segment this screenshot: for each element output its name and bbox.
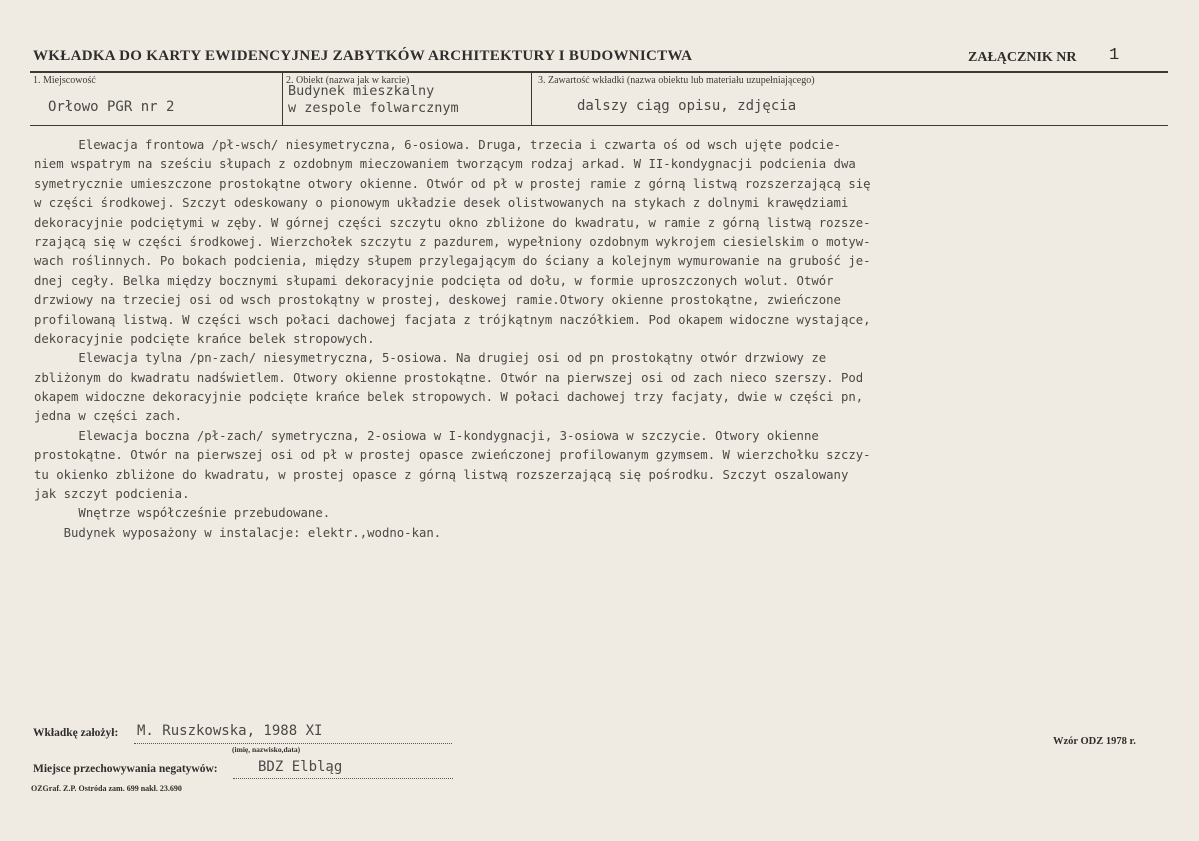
description-line: symetrycznie umieszczone prostokątne otwory okienne. Otwór od pł w prostej ramie z górną listwą rozszerzającą się — [34, 176, 871, 191]
description-line: w części środkowej. Szczyt odeskowany o pionowym układzie desek olistwowanych na stykach z dolnymi krawędziami — [34, 196, 849, 211]
field-divider — [531, 72, 532, 125]
description-line: zbliżonym do kwadratu nadświetlem. Otwory okienne prostokątne. Otwór na pierwszej osi od zach nieco szerszy. Pod — [34, 370, 864, 385]
header-rule — [30, 71, 1168, 73]
description-line: drzwiowy na trzeciej osi od wsch prostokątny w prostej, deskowej ramie.Otwory okienne prostokątne, zwieńczone — [34, 293, 841, 308]
created-by-dotline — [134, 743, 452, 744]
annex-number: 1 — [1109, 46, 1120, 65]
description-line: niem wspatrym na sześciu słupach z ozdobnym mieczowaniem tworzącym rodzaj arkad. W II-kondygnacji podcienia dwa — [34, 157, 856, 172]
created-by-value: M. Ruszkowska, 1988 XI — [137, 723, 323, 739]
created-by-label: Wkładkę założył: — [33, 727, 119, 739]
description-line: jak szczyt podcienia. — [34, 487, 190, 502]
fields-rule — [30, 125, 1168, 126]
place-label: 1. Miejscowość — [33, 75, 96, 86]
description-line: Elewacja frontowa /pł-wsch/ niesymetryczna, 6-osiowa. Druga, trzecia i czwarta oś od wsch ujęte podcie- — [34, 138, 841, 152]
field-divider — [282, 72, 283, 125]
description-line: dekoracyjnie podciętymi w zęby. W górnej części szczytu okno zbliżone do kwadratu, w ramie z górną listwą rozsze- — [34, 215, 871, 230]
description-line: Wnętrze współcześnie przebudowane. — [34, 506, 331, 521]
description-line: prostokątne. Otwór na pierwszej osi od pł w prostej opasce zwieńczonej profilowanym gzymsem. W wierzchołku szczy- — [34, 448, 871, 463]
created-by-hint: (imię, nazwisko,data) — [232, 745, 301, 754]
description-line: okapem widoczne dekoracyjnie podcięte krańce belek stropowych. W połaci dachowej trzy facjaty, dwie w części pn, — [34, 390, 864, 405]
object-label: 2. Obiekt (nazwa jak w karcie) — [286, 75, 410, 86]
card-title: WKŁADKA DO KARTY EWIDENCYJNEJ ZABYTKÓW ARCHITEKTURY I BUDOWNICTWA — [33, 48, 693, 64]
description-line: dekoracyjnie podcięte krańce belek stropowych. — [34, 331, 375, 346]
negatives-value: BDZ Elbląg — [258, 759, 343, 775]
object-value-line2: w zespole folwarcznym — [288, 100, 459, 116]
object-value-line1: Budynek mieszkalny — [288, 83, 435, 99]
negatives-dotline — [233, 778, 453, 779]
content-value: dalszy ciąg opisu, zdjęcia — [577, 98, 797, 114]
description-line: Budynek wyposażony w instalacje: elektr.,wodno-kan. — [34, 525, 442, 540]
description-line: dnej cegły. Belka między bocznymi słupami dekoracyjnie podcięta od dołu, w formie uproszczonych wolut. Otwór — [34, 273, 834, 288]
negatives-label: Miejsce przechowywania negatywów: — [33, 763, 218, 775]
content-label: 3. Zawartość wkładki (nazwa obiektu lub materiału uzupełniającego) — [538, 75, 815, 86]
description-line: Elewacja boczna /pł-zach/ symetryczna, 2-osiowa w I-kondygnacji, 3-osiowa w szczycie. Otwory okienne — [34, 428, 819, 443]
description-text — [34, 136, 1170, 543]
description-line: jedna w części zach. — [34, 409, 183, 424]
place-value: Orłowo PGR nr 2 — [48, 99, 175, 115]
description-line: Elewacja tylna /pn-zach/ niesymetryczna, 5-osiowa. Na drugiej osi od pn prostokątny otwór drzwiowy ze — [34, 351, 827, 366]
annex-label: ZAŁĄCZNIK NR — [968, 50, 1077, 65]
print-info: OZGraf. Z.P. Ostróda zam. 699 nakł. 23.690 — [31, 784, 182, 793]
description-line: tu okienko zbliżone do kwadratu, w prostej opasce z górną listwą rozszerzającą się pośrodku. Szczyt oszalowany — [34, 467, 849, 482]
description-line: rzającą się w części środkowej. Wierzchołek szczytu z pazdurem, wypełniony ozdobnym wykrojem ciesielskim o motyw- — [34, 234, 871, 249]
description-line: wach roślinnych. Po bokach podcienia, między słupem przylegającym do ściany a kolejnym wymurowanie na grubość je- — [34, 254, 871, 269]
template-label: Wzór ODZ 1978 r. — [1053, 736, 1136, 747]
description-line: profilowaną listwą. W części wsch połaci dachowej facjata z trójkątnym naczółkiem. Pod okapem widoczne wystające, — [34, 312, 871, 327]
